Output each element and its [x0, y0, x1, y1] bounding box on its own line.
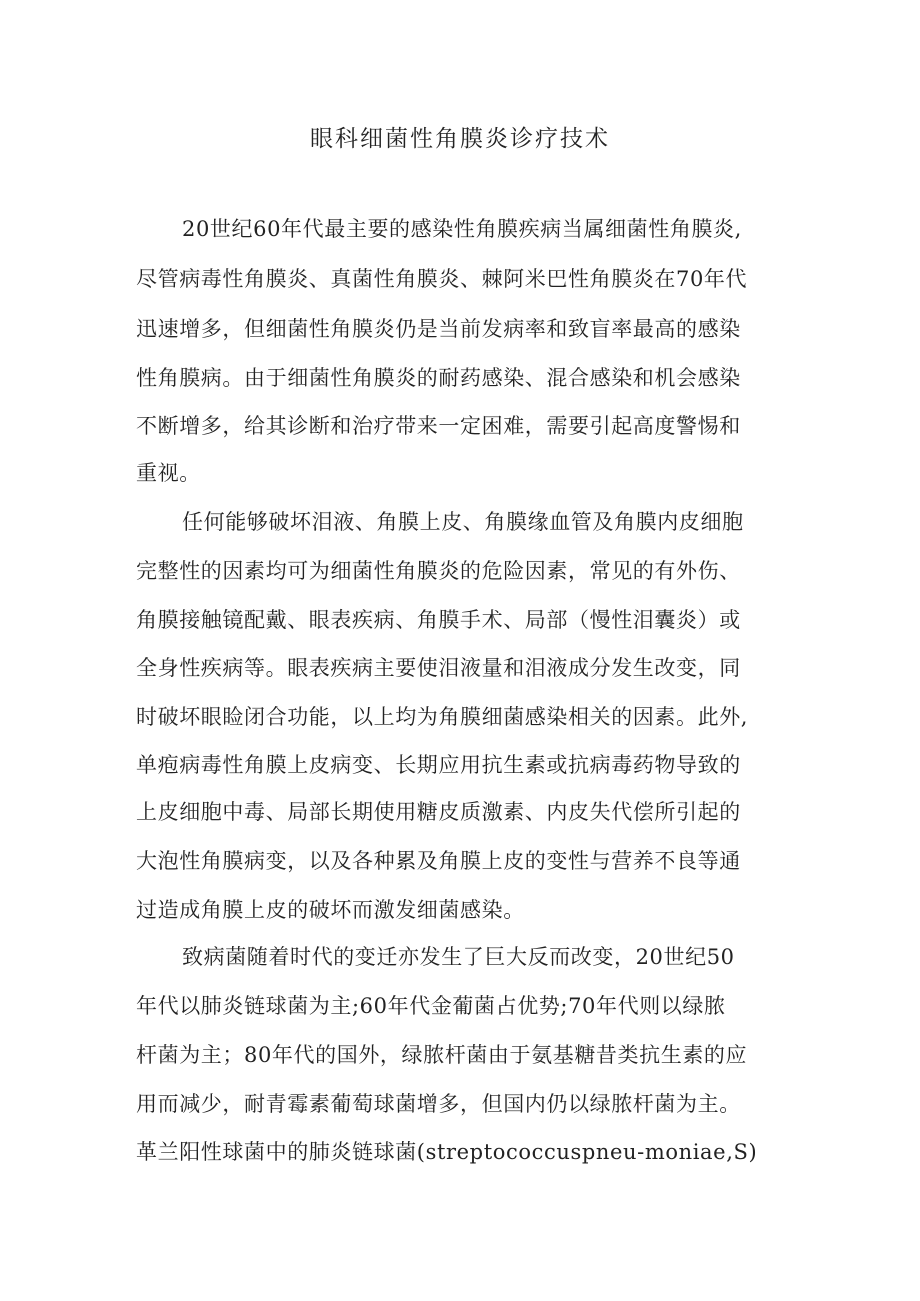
- paragraph-line: 完整性的因素均可为细菌性角膜炎的危险因素，常见的有外伤、: [136, 559, 741, 583]
- paragraph-line: 尽管病毒性角膜炎、真菌性角膜炎、棘阿米巴性角膜炎在70年代: [136, 267, 748, 291]
- paragraph-line: 过造成角膜上皮的破坏而激发细菌感染。: [136, 898, 525, 922]
- paragraph-line: 单疱病毒性角膜上皮病变、长期应用抗生素或抗病毒药物导致的: [136, 753, 741, 777]
- paragraph-line: 迅速增多，但细菌性角膜炎仍是当前发病率和致盲率最高的感染: [136, 317, 741, 341]
- paragraph-line: 20世纪60年代最主要的感染性角膜疾病当属细菌性角膜炎,: [182, 217, 742, 241]
- paragraph-line: 全身性疾病等。眼表疾病主要使泪液量和泪液成分发生改变，同: [136, 656, 741, 680]
- paragraph-line: 革兰阳性球菌中的肺炎链球菌(streptococcuspneu-moniae,S): [136, 1140, 758, 1164]
- paragraph-line: 用而减少，耐青霉素葡萄球菌增多，但国内仍以绿脓杆菌为主。: [136, 1092, 741, 1116]
- paragraph-line: 角膜接触镜配戴、眼表疾病、角膜手术、局部（慢性泪囊炎）或: [136, 608, 741, 632]
- paragraph-line: 任何能够破坏泪液、角膜上皮、角膜缘血管及角膜内皮细胞: [182, 510, 744, 534]
- paragraph-line: 时破坏眼睑闭合功能，以上均为角膜细菌感染相关的因素。此外,: [136, 705, 749, 729]
- document-title: 眼科细菌性角膜炎诊疗技术: [310, 126, 610, 152]
- paragraph-line: 年代以肺炎链球菌为主;60年代金葡菌占优势;70年代则以绿脓: [136, 994, 726, 1018]
- paragraph-line: 杆菌为主；80年代的国外，绿脓杆菌由于氨基糖昔类抗生素的应: [136, 1043, 748, 1067]
- paragraph-line: 大泡性角膜病变，以及各种累及角膜上皮的变性与营养不良等通: [136, 849, 741, 873]
- paragraph-line: 不断增多，给其诊断和治疗带来一定困难，需要引起高度警惕和: [136, 414, 741, 438]
- paragraph-line: 上皮细胞中毒、局部长期使用糖皮质激素、内皮失代偿所引起的: [136, 800, 741, 824]
- paragraph-line: 重视。: [136, 461, 201, 485]
- paragraph-line: 性角膜病。由于细菌性角膜炎的耐药感染、混合感染和机会感染: [136, 366, 741, 390]
- paragraph-line: 致病菌随着时代的变迁亦发生了巨大反而改变，20世纪50: [182, 945, 735, 969]
